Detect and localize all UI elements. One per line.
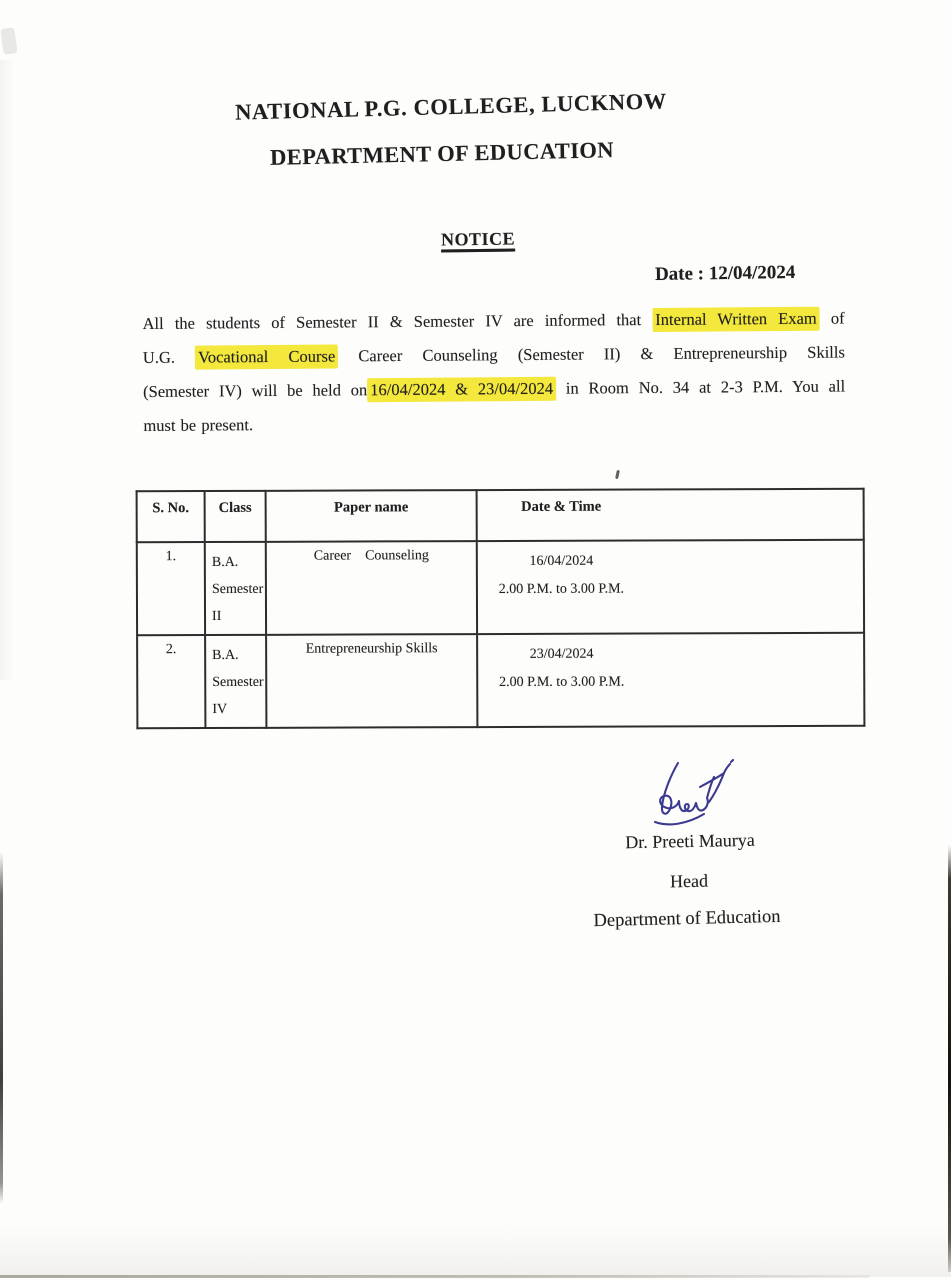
- table-row: [137, 633, 864, 729]
- department-name-heading: DEPARTMENT OF EDUCATION: [269, 137, 615, 170]
- header-sno: S. No.: [137, 491, 205, 542]
- header-paper: Paper name: [266, 490, 477, 542]
- body-text: U.G.: [142, 347, 196, 368]
- header-date-time: Date & Time: [477, 489, 864, 541]
- cell-class: B.A. Semester II: [205, 542, 266, 635]
- highlight-exam-dates: 16/04/2024 & 23/04/2024: [367, 377, 556, 402]
- body-line-1: [142, 301, 844, 341]
- notice-heading: [0, 222, 951, 256]
- highlight-internal-written-exam: Internal Written Exam: [652, 307, 820, 332]
- body-text: of: [819, 308, 845, 328]
- cell-sno: 1.: [137, 542, 205, 635]
- cell-class: B.A. Semester IV: [205, 635, 266, 728]
- body-text: must be present.: [143, 415, 254, 435]
- body-text: in Room No. 34 at 2-3 P.M. You all: [555, 376, 846, 398]
- notice-date: Date : 12/04/2024: [654, 262, 796, 285]
- cell-date-time: 16/04/2024 2.00 P.M. to 3.00 P.M.: [477, 540, 864, 634]
- body-line-3: [143, 369, 845, 409]
- header-class: Class: [205, 491, 266, 542]
- scan-left-streak: [0, 60, 14, 680]
- notice-body: [142, 301, 845, 443]
- cell-sno: 2.: [137, 635, 205, 728]
- body-line-2: [143, 335, 845, 375]
- cell-date-time: 23/04/2024 2.00 P.M. to 3.00 P.M.: [477, 633, 864, 727]
- college-name-heading: NATIONAL P.G. COLLEGE, LUCKNOW: [234, 88, 668, 125]
- signatory-name: Dr. Preeti Maurya: [625, 829, 755, 853]
- exam-schedule-table: [136, 488, 866, 730]
- cell-paper: Career Counseling: [266, 541, 477, 635]
- handwritten-signature: [645, 758, 737, 830]
- scan-bottom-shading: [0, 1225, 951, 1277]
- highlight-vocational-course: Vocational Course: [195, 344, 338, 369]
- cell-paper: Entrepreneurship Skills: [266, 634, 477, 728]
- table-row: [137, 540, 864, 636]
- signatory-title: Head: [669, 870, 709, 892]
- body-text: All the students of Semester II & Semester IV are informed that: [142, 309, 653, 334]
- scan-edge-shadow-bottom: [0, 1275, 870, 1278]
- scan-edge-shadow-left: [0, 852, 3, 1204]
- table-header-row: [137, 489, 864, 543]
- signatory-department: Department of Education: [593, 906, 781, 932]
- body-text: Career Counseling (Semester II) & Entrepreneurship Skills: [338, 342, 845, 366]
- body-text: (Semester IV) will be held on: [143, 380, 368, 401]
- notice-heading-text: NOTICE: [440, 228, 516, 250]
- body-line-4: [143, 403, 845, 443]
- scan-corner-smudge: [0, 27, 17, 55]
- stray-pen-mark: [615, 470, 619, 479]
- signature-ink-strokes: [655, 760, 733, 824]
